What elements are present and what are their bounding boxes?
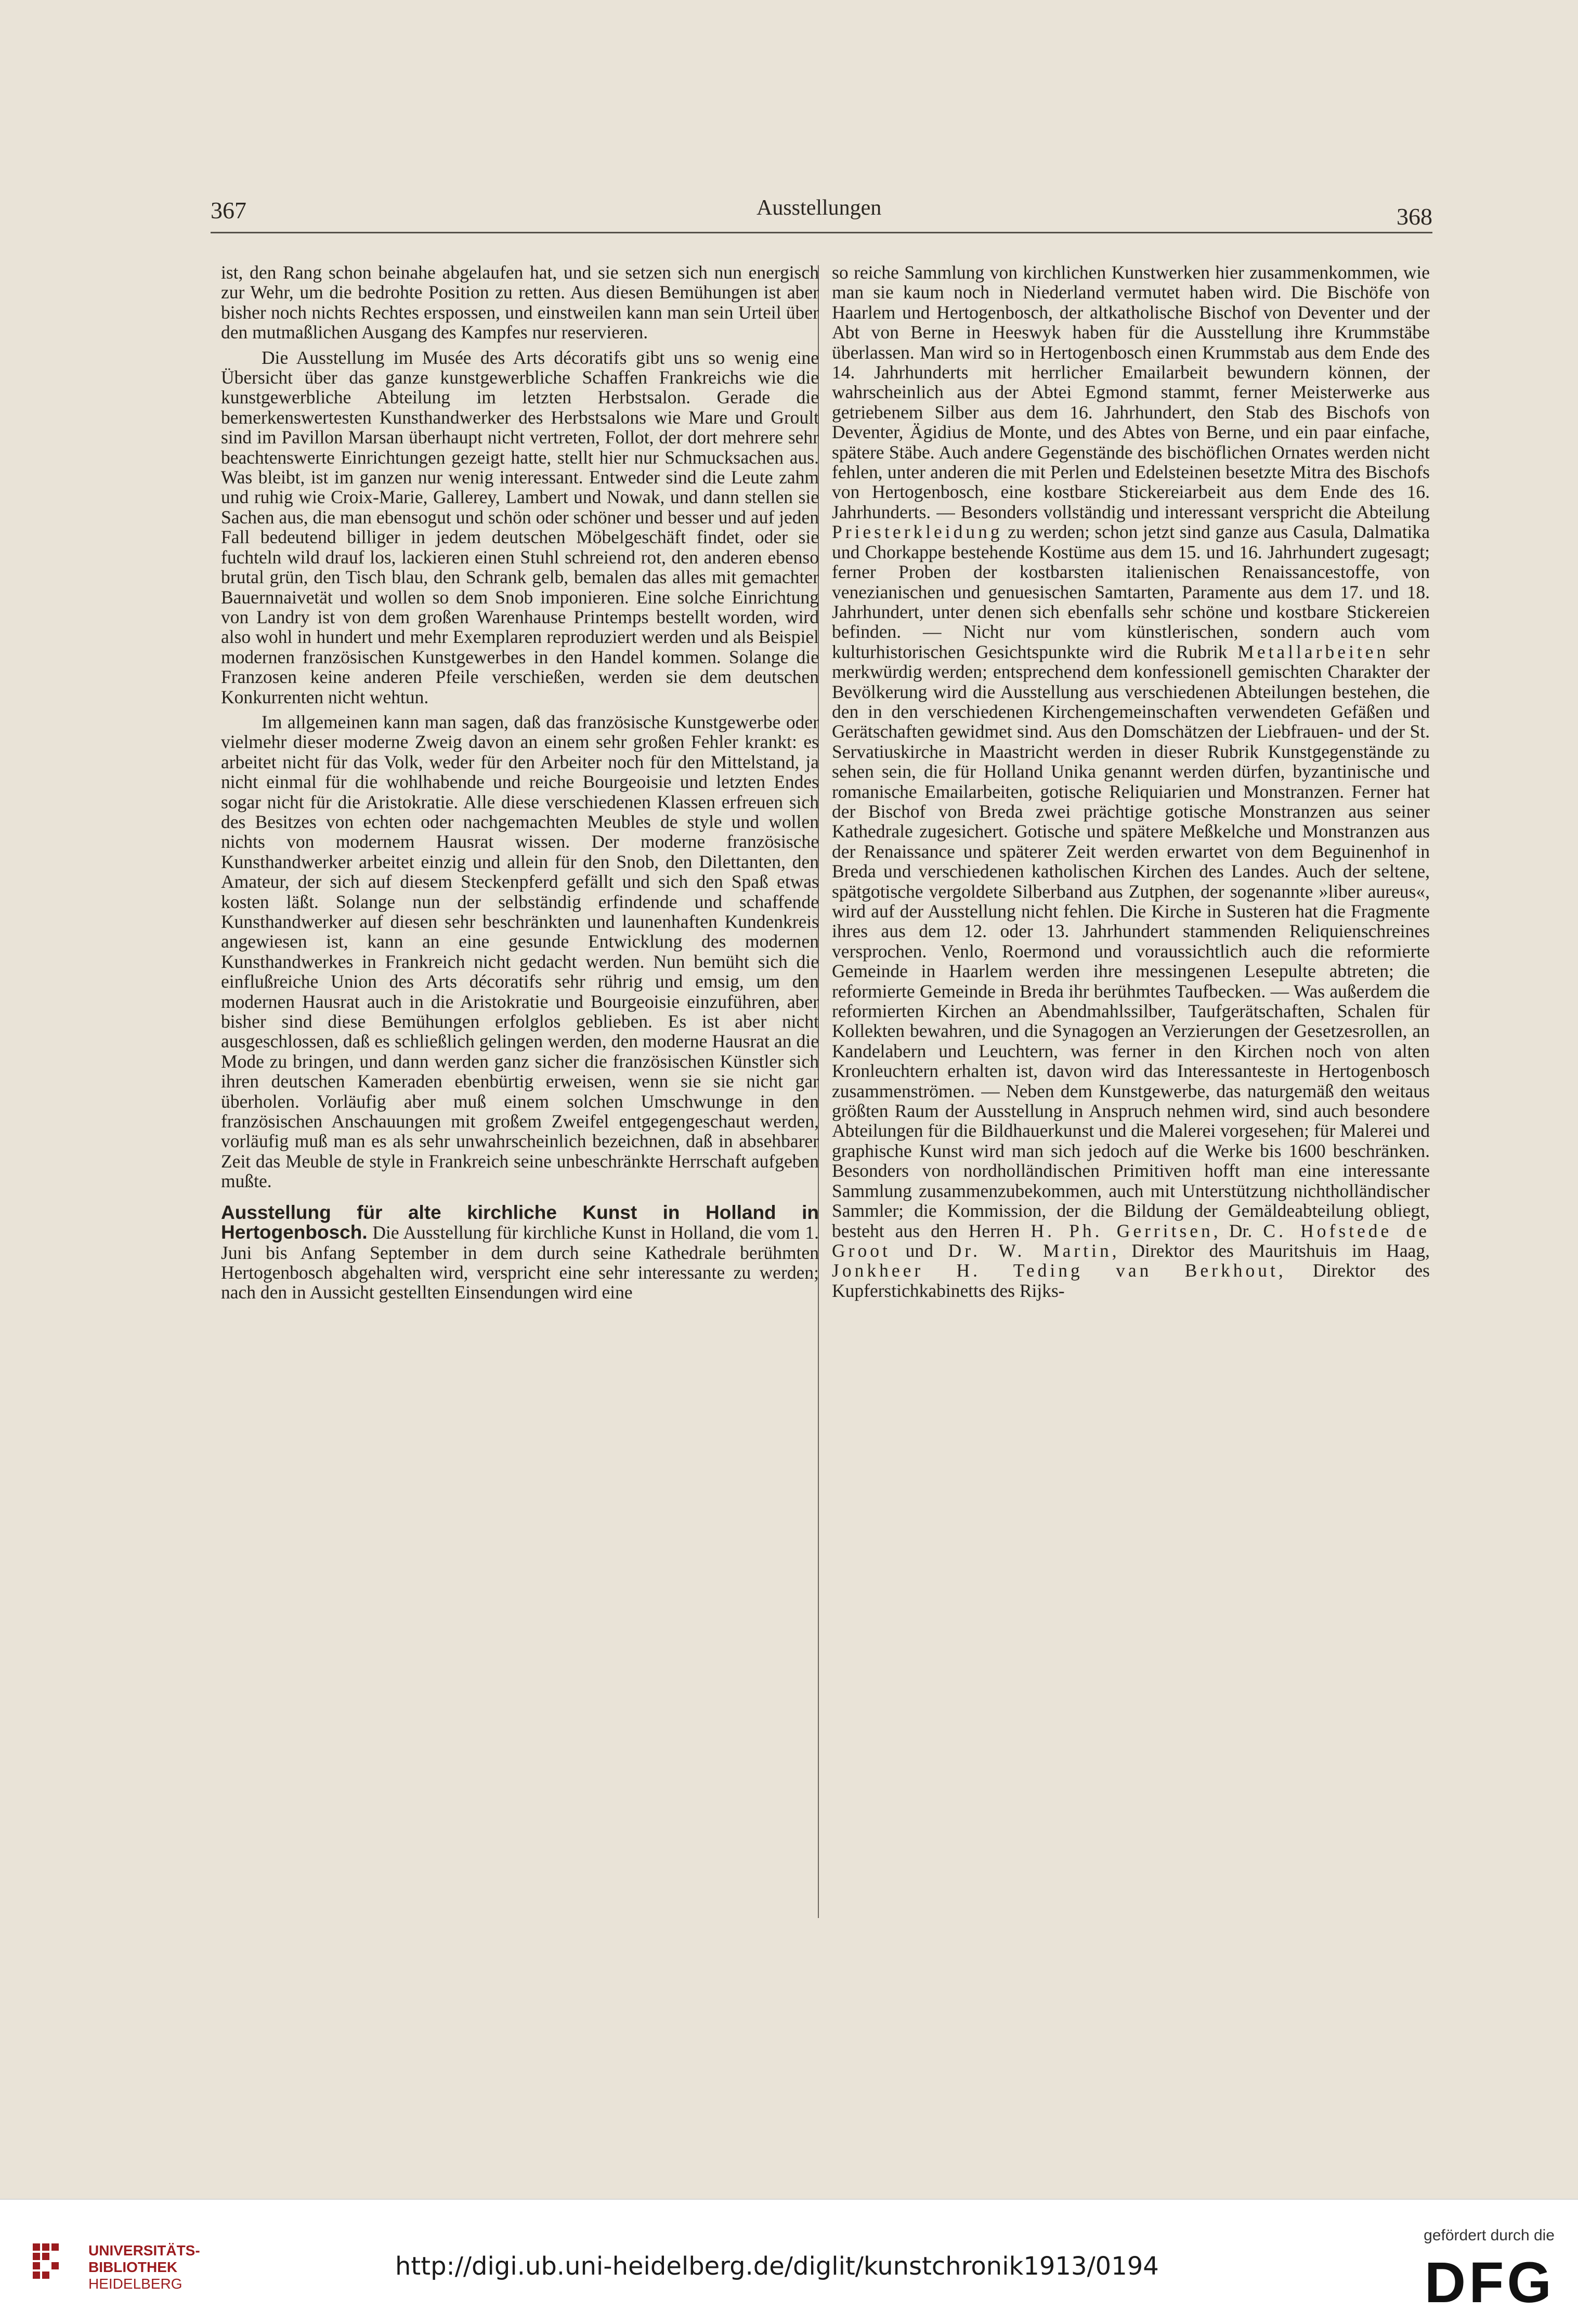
university-library-name: [88, 2242, 200, 2292]
paragraph-text: , Direktor des Kupferstichkabinetts des Rijks-: [832, 1260, 1430, 1301]
section-heading: Ausstellung für alte kirchliche Kunst in Holland in Hertogenbosch.: [221, 1201, 819, 1243]
right-column: [832, 262, 1430, 1301]
spaced-name: H. Ph. Gerritsen: [1031, 1220, 1214, 1241]
paragraph: [832, 262, 1430, 1301]
left-column: [221, 262, 819, 1303]
source-url-link[interactable]: http://digi.ub.uni-heidelberg.de/diglit/kunstchronik1913/0194: [395, 2252, 1159, 2281]
logo-line: HEIDELBERG: [88, 2276, 182, 2292]
spaced-name: C. Hofstede de Groot: [832, 1220, 1430, 1261]
page-number-right: 368: [1397, 203, 1432, 230]
paragraph: ist, den Rang schon beinahe abgelaufen hat, und sie setzen sich nun energisch zur Wehr, um die bedrohte Position zu retten. Aus diesen Bemühungen ist aber bisher noch nichts Rechtes erspossen, und einstweilen kann man sein Urteil über den mutmaßlichen Ausgang des Kampfes nur reservieren.: [221, 262, 819, 343]
dfg-logo: DFG: [1424, 2251, 1555, 2315]
paragraph-text: , Direktor des Mauritshuis im Haag,: [1112, 1240, 1430, 1261]
spaced-name: Dr. W. Martin: [948, 1240, 1112, 1261]
paragraph-text: sehr merkwürdig werden; entsprechend dem konfessionell gemischten Charakter der Bevölkerung wird die Ausstellung aus verschiedenen Abteilungen bestehen, die den in den verschiedenen Kirchengemeinschaften verwendeten Gefäßen und Gerätschaften gewidmet sind. Aus den Domschätzen der Liebfrauen- und der St. Servatiuskirche in Maastricht werden in dieser Rubrik Kunstgegenstände zu sehen sein, die für Holland Unika genannt werden dürfen, byzantinische und romanische Emailarbeiten, gotische Reliquiarien und Monstranzen. Ferner hat der Bischof von Breda zwei prächtige gotische Monstranzen aus seiner Kathedrale zugesichert. Gotische und spätere Meßkelche und Monstranzen aus der Renaissance und späterer Zeit werden erwartet von dem Beguinenhof in Breda und verschiedenen katholischen Kirchen des Landes. Auch der seltene, spätgotische vergoldete Silberband aus Zutphen, der sogenannte »liber aureus«, wird auf der Ausstellung nicht fehlen. Die Kirche in Susteren hat die Fragmente ihres aus dem 12. oder 13. Jahrhundert stammenden Reliquienschreines versprochen. Venlo, Roermond und voraussichtlich auch die reformierte Gemeinde in Haarlem werden ihre messingenen Lesepulte abtreten; die reformierte Gemeinde in Breda ihr berühmtes Taufbecken. — Was außerdem die reformierten Kirchen an Abendmahlssilber, Taufgerätschaften, Schalen für Kollekten bewahren, und die Synagogen an Verzierungen der Gesetzesrollen, an Kandelabern und Leuchtern, was ferner in den Kirchen noch von alten Kronleuchtern erhalten ist, davon wird das Interessanteste in Hertogenbosch zusammenströmen. — Neben dem Kunstgewerbe, das naturgemäß den weitaus größten Raum der Ausstellung in Anspruch nehmen wird, sind auch besondere Abteilungen für die Bildhauerkunst und die Malerei vorgesehen; für Malerei und graphische Kunst wird man sich jedoch auf die Werke bis 1600 beschränken. Besonders von nordholländischen Primitiven hofft man eine interessante Sammlung zusammenzubekommen, auch mit Unterstützung nichtholländischer Sammler; die Kommission, der die Bildung der Gemäldeabteilung obliegt, besteht aus den Herren: [832, 641, 1430, 1241]
paragraph: Die Ausstellung im Musée des Arts décoratifs gibt uns so wenig eine Übersicht über das ganze kunstgewerbliche Schaffen Frankreichs wie die kunstgewerbliche Abteilung im letzten Herbstsalon. Gerade die bemerkenswertesten Kunsthandwerker des Herbstsalons wie Mare und Groult sind im Pavillon Marsan überhaupt nicht vertreten, Follot, der dort mehrere sehr beachtenswerte Einrichtungen gezeigt hatte, stellt hier nur Schmucksachen aus. Was bleibt, ist im ganzen nur wenig interessant. Entweder sind die Leute zahm und ruhig wie Croix-Marie, Gallerey, Lambert und Nowak, und dann stellen sie Sachen aus, die man ebensogut und schön oder schöner und besser und auf jeden Fall bedeutend billiger in jedem deutschen Möbelgeschäft findet, oder sie fuchteln wild drauf los, lackieren einen Stuhl schreiend rot, den anderen ebenso brutal grün, den Tisch blau, den Schrank gelb, bemalen das alles mit gemachter Bauernnaivetät und wollen so dem Snob imponieren. Eine solche Einrichtung von Landry ist von dem großen Warenhause Printemps bestellt worden, wird also wohl in hundert und mehr Exemplaren reproduziert werden und als Beispiel modernen französischen Kunstgewerbes in den Handel kommen. Solange die Franzosen keine anderen Pfeile verschießen, werden sie dem deutschen Konkurrenten nicht wehtun.: [221, 347, 819, 707]
spaced-name: Jonkheer H. Teding van Berkhout: [832, 1260, 1279, 1281]
page-number-left: 367: [211, 197, 246, 224]
paragraph: Im allgemeinen kann man sagen, daß das französische Kunstgewerbe oder vielmehr dieser moderne Zweig davon an einem sehr großen Fehler krankt: es arbeitet nicht für das Volk, weder für den Arbeiter noch für den Mittelstand, ja nicht einmal für die wohlhabende und reiche Bourgeoisie und letzten Endes sogar nicht für die Aristokratie. Alle diese verschiedenen Klassen erfreuen sich des Besitzes von echten oder nachgemachten Meubles de style und wollen nichts von modernem Hausrat wissen. Der moderne französische Kunsthandwerker arbeitet einzig und allein für den Snob, den Dilettanten, den Amateur, der sich auf diesem Steckenpferd gefällt und sich den Spaß etwas kosten läßt. Solange nun der selbständig erfindende und schaffende Kunsthandwerker auf diesen sehr beschränkten und launenhaften Kundenkreis angewiesen ist, kann an eine gesunde Entwicklung des modernen Kunsthandwerkes in Frankreich nicht gedacht werden. Nun bemüht sich die einflußreiche Union des Arts décoratifs sehr rührig und emsig, um den modernen Hausrat auch in die Aristokratie und Bourgeoisie einzuführen, aber bisher sind diese Bemühungen erfolglos geblieben. Es ist aber nicht ausgeschlossen, daß es schließlich gelingen werden, den moderne Hausrat an die Mode zu bringen, und dann werden ganz sicher die französischen Künstler sich ihren deutschen Kameraden ebenbürtig erweisen, wenn sie sie nicht gar überholen. Vorläufig aber muß einem solchen Umschwunge in den französischen Anschauungen mit großem Zweifel entgegengeschaut werden, vorläufig muß man es als sehr unwahrscheinlich bezeichnen, daß in absehbarer Zeit das Meuble de style in Frankreich seine unbeschränkte Herrschaft aufgeben mußte.: [221, 711, 819, 1192]
header-rule: [211, 232, 1432, 233]
paragraph-text: , Dr.: [1213, 1220, 1263, 1241]
logo-line: BIBLIOTHEK: [88, 2259, 178, 2275]
paragraph-text: so reiche Sammlung von kirchlichen Kunstwerken hier zusammenkommen, wie man sie kaum noch in Niederland vermutet haben wird. Die Bischöfe von Haarlem und Hertogenbosch, der altkatholische Bischof von Deventer und der Abt von Berne in Heeswyk haben für die Ausstellung ihre Krummstäbe überlassen. Man wird so in Hertogenbosch einen Krummstab aus dem Ende des 14. Jahrhunderts mit herrlicher Emailarbeit bewundern können, der wahrscheinlich aus der Abtei Egmond stammt, ferner Meisterwerke aus getriebenem Silber aus dem 16. Jahrhundert, den Stab des Bischofs von Deventer, Ägidius de Monte, und des Abtes von Berne, und ein paar einfache, spätere Stäbe. Auch andere Gegenstände des bischöflichen Ornates werden nicht fehlen, unter anderen die mit Perlen und Edelsteinen besetzte Mitra des Bischofs von Hertogenbosch, eine kostbare Stickereiarbeit aus dem Ende des 16. Jahrhunderts. — Besonders vollständig und interessant verspricht die Abteilung: [832, 262, 1430, 522]
header-title: Ausstellungen: [757, 196, 882, 220]
funded-by-label: gefördert durch die: [1424, 2227, 1555, 2244]
logo-line: UNIVERSITÄTS-: [88, 2242, 200, 2259]
paragraph-text: und: [890, 1240, 948, 1261]
running-header: [211, 196, 1432, 233]
paragraph-text: Die Ausstellung für kirchliche Kunst in Holland, die vom 1. Juni bis Anfang September in dem durch seine Kathedrale berühmten Hertogenbosch abgehalten wird, verspricht eine sehr interessante zu werden; nach den in Aussicht gestellten Einsendungen wird eine: [221, 1222, 819, 1303]
digitization-footer: [0, 2199, 1578, 2324]
spaced-term: Metallarbeiten: [1237, 641, 1389, 662]
spaced-term: Priesterkleidung: [832, 521, 1003, 543]
university-library-logo-icon: [29, 2236, 81, 2288]
section-paragraph: [221, 1203, 819, 1303]
paragraph-text: zu werden; schon jetzt sind ganze aus Casula, Dalmatika und Chorkappe bestehende Kostüme aus dem 15. und 16. Jahrhundert zugesagt; ferner Proben der kostbarsten italienischen Renaissancestoffe, von venezianischen und genuesischen Samtarten, Paramente aus dem 17. und 18. Jahrhundert, unter denen sich ebenfalls sehr schöne und kostbare Stickereien befinden. — Nicht nur vom künstlerischen, sondern auch vom kulturhistorischen Gesichtspunkte wird die Rubrik: [832, 521, 1430, 662]
